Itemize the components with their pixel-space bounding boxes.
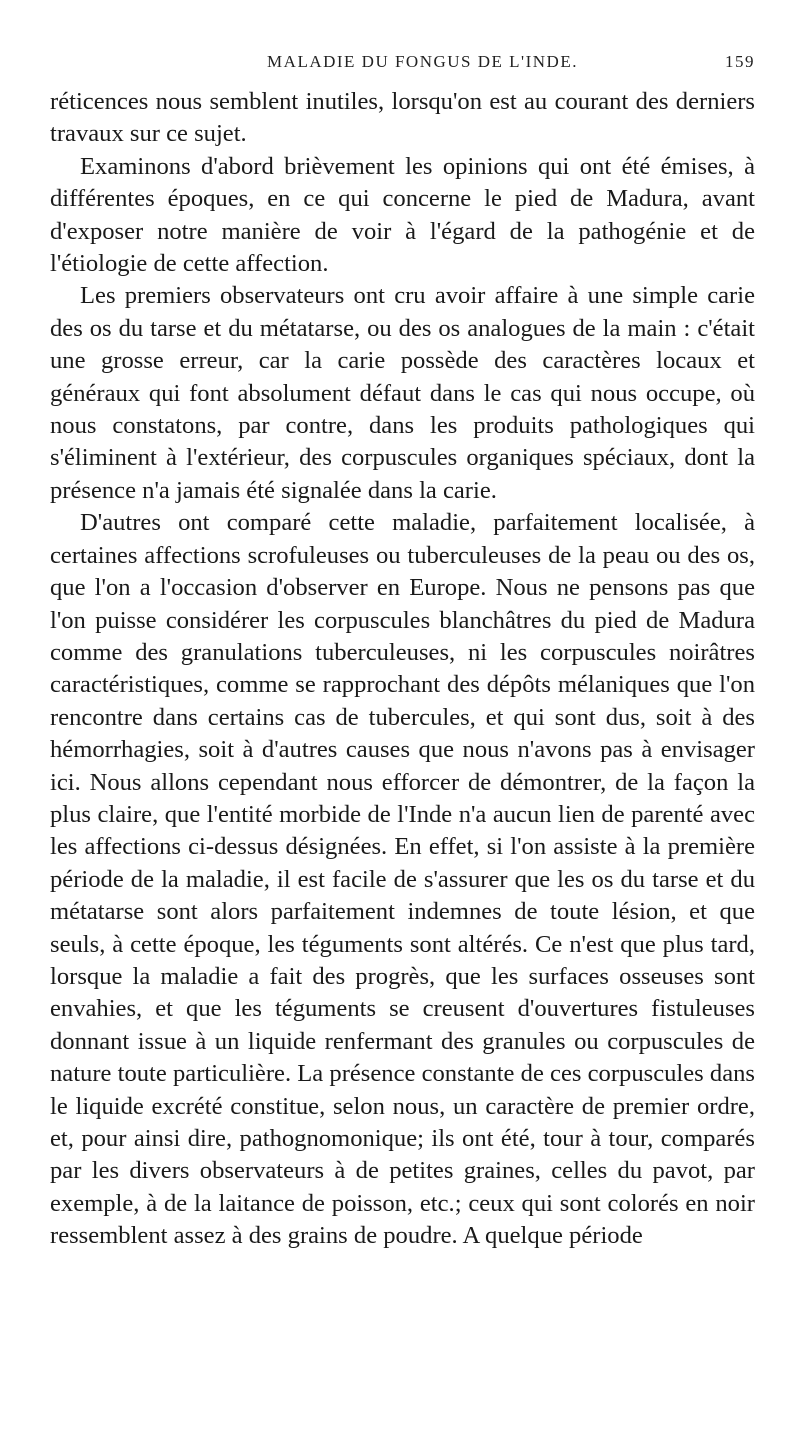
paragraph: Les premiers observateurs ont cru avoir affaire à une simple carie des os du tarse et du métatarse, ou des os analogues de la main : c'était une grosse erreur, car la carie possède des caractères locaux et généraux qui font absolument défaut dans le cas qui nous occupe, où nous constatons, par contre, dans les produits pathologiques qui s'éliminent à l'extérieur, des corpuscules organiques spéciaux, dont la présence n'a jamais été signalée dans la carie.	[50, 282, 755, 504]
paragraph-continuation: réticences nous semblent inutiles, lorsqu'on est au courant des derniers travaux sur ce sujet.	[50, 88, 755, 148]
body-text	[50, 86, 755, 1253]
paragraph: Examinons d'abord brièvement les opinions qui ont été émises, à différentes époques, en ce qui concerne le pied de Madura, avant d'exposer notre manière de voir à l'égard de la pathogénie et de l'étiologie de cette affection.	[50, 152, 755, 278]
running-head	[50, 52, 755, 82]
paragraph: D'autres ont comparé cette maladie, parfaitement localisée, à certaines affections scrofuleuses ou tuberculeuses de la peau ou des os, que l'on a l'occasion d'observer en Europe. Nous ne pensons pas que l'on puisse considérer les corpuscules blanchâtres du pied de Madura comme des granulations tuberculeuses, ni les corpuscules noirâtres caractéristiques, comme se rapprochant des dépôts mélaniques que l'on rencontre dans certains cas de tubercules, et qui sont dus, soit à des hémorrhagies, soit à d'autres causes que nous n'avons pas à envisager ici. Nous allons cependant nous efforcer de démontrer, de la façon la plus claire, que l'entité morbide de l'Inde n'a aucun lien de parenté avec les affections ci-dessus désignées. En effet, si l'on assiste à la première période de la maladie, il est facile de s'assurer que les os du tarse et du métatarse sont alors parfaitement indemnes de toute lésion, et que seuls, à cette époque, les téguments sont altérés. Ce n'est que plus tard, lorsque la maladie a fait des progrès, que les surfaces osseuses sont envahies, et que les téguments se creusent d'ouvertures fistuleuses donnant issue à un liquide renfermant des granules ou corpuscules de nature toute particulière. La présence constante de ces corpuscules dans le liquide excrété constitue, selon nous, un caractère de premier ordre, et, pour ainsi dire, pathognomonique; ils ont été, tour à tour, comparés par les divers observateurs à de petites graines, celles du pavot, par exemple, à de la laitance de poisson, etc.; ceux qui sont colorés en noir ressemblent assez à des grains de poudre. A quelque période	[50, 509, 755, 1250]
page-number: 159	[725, 52, 755, 71]
running-title: MALADIE DU FONGUS DE L'INDE.	[267, 52, 578, 71]
